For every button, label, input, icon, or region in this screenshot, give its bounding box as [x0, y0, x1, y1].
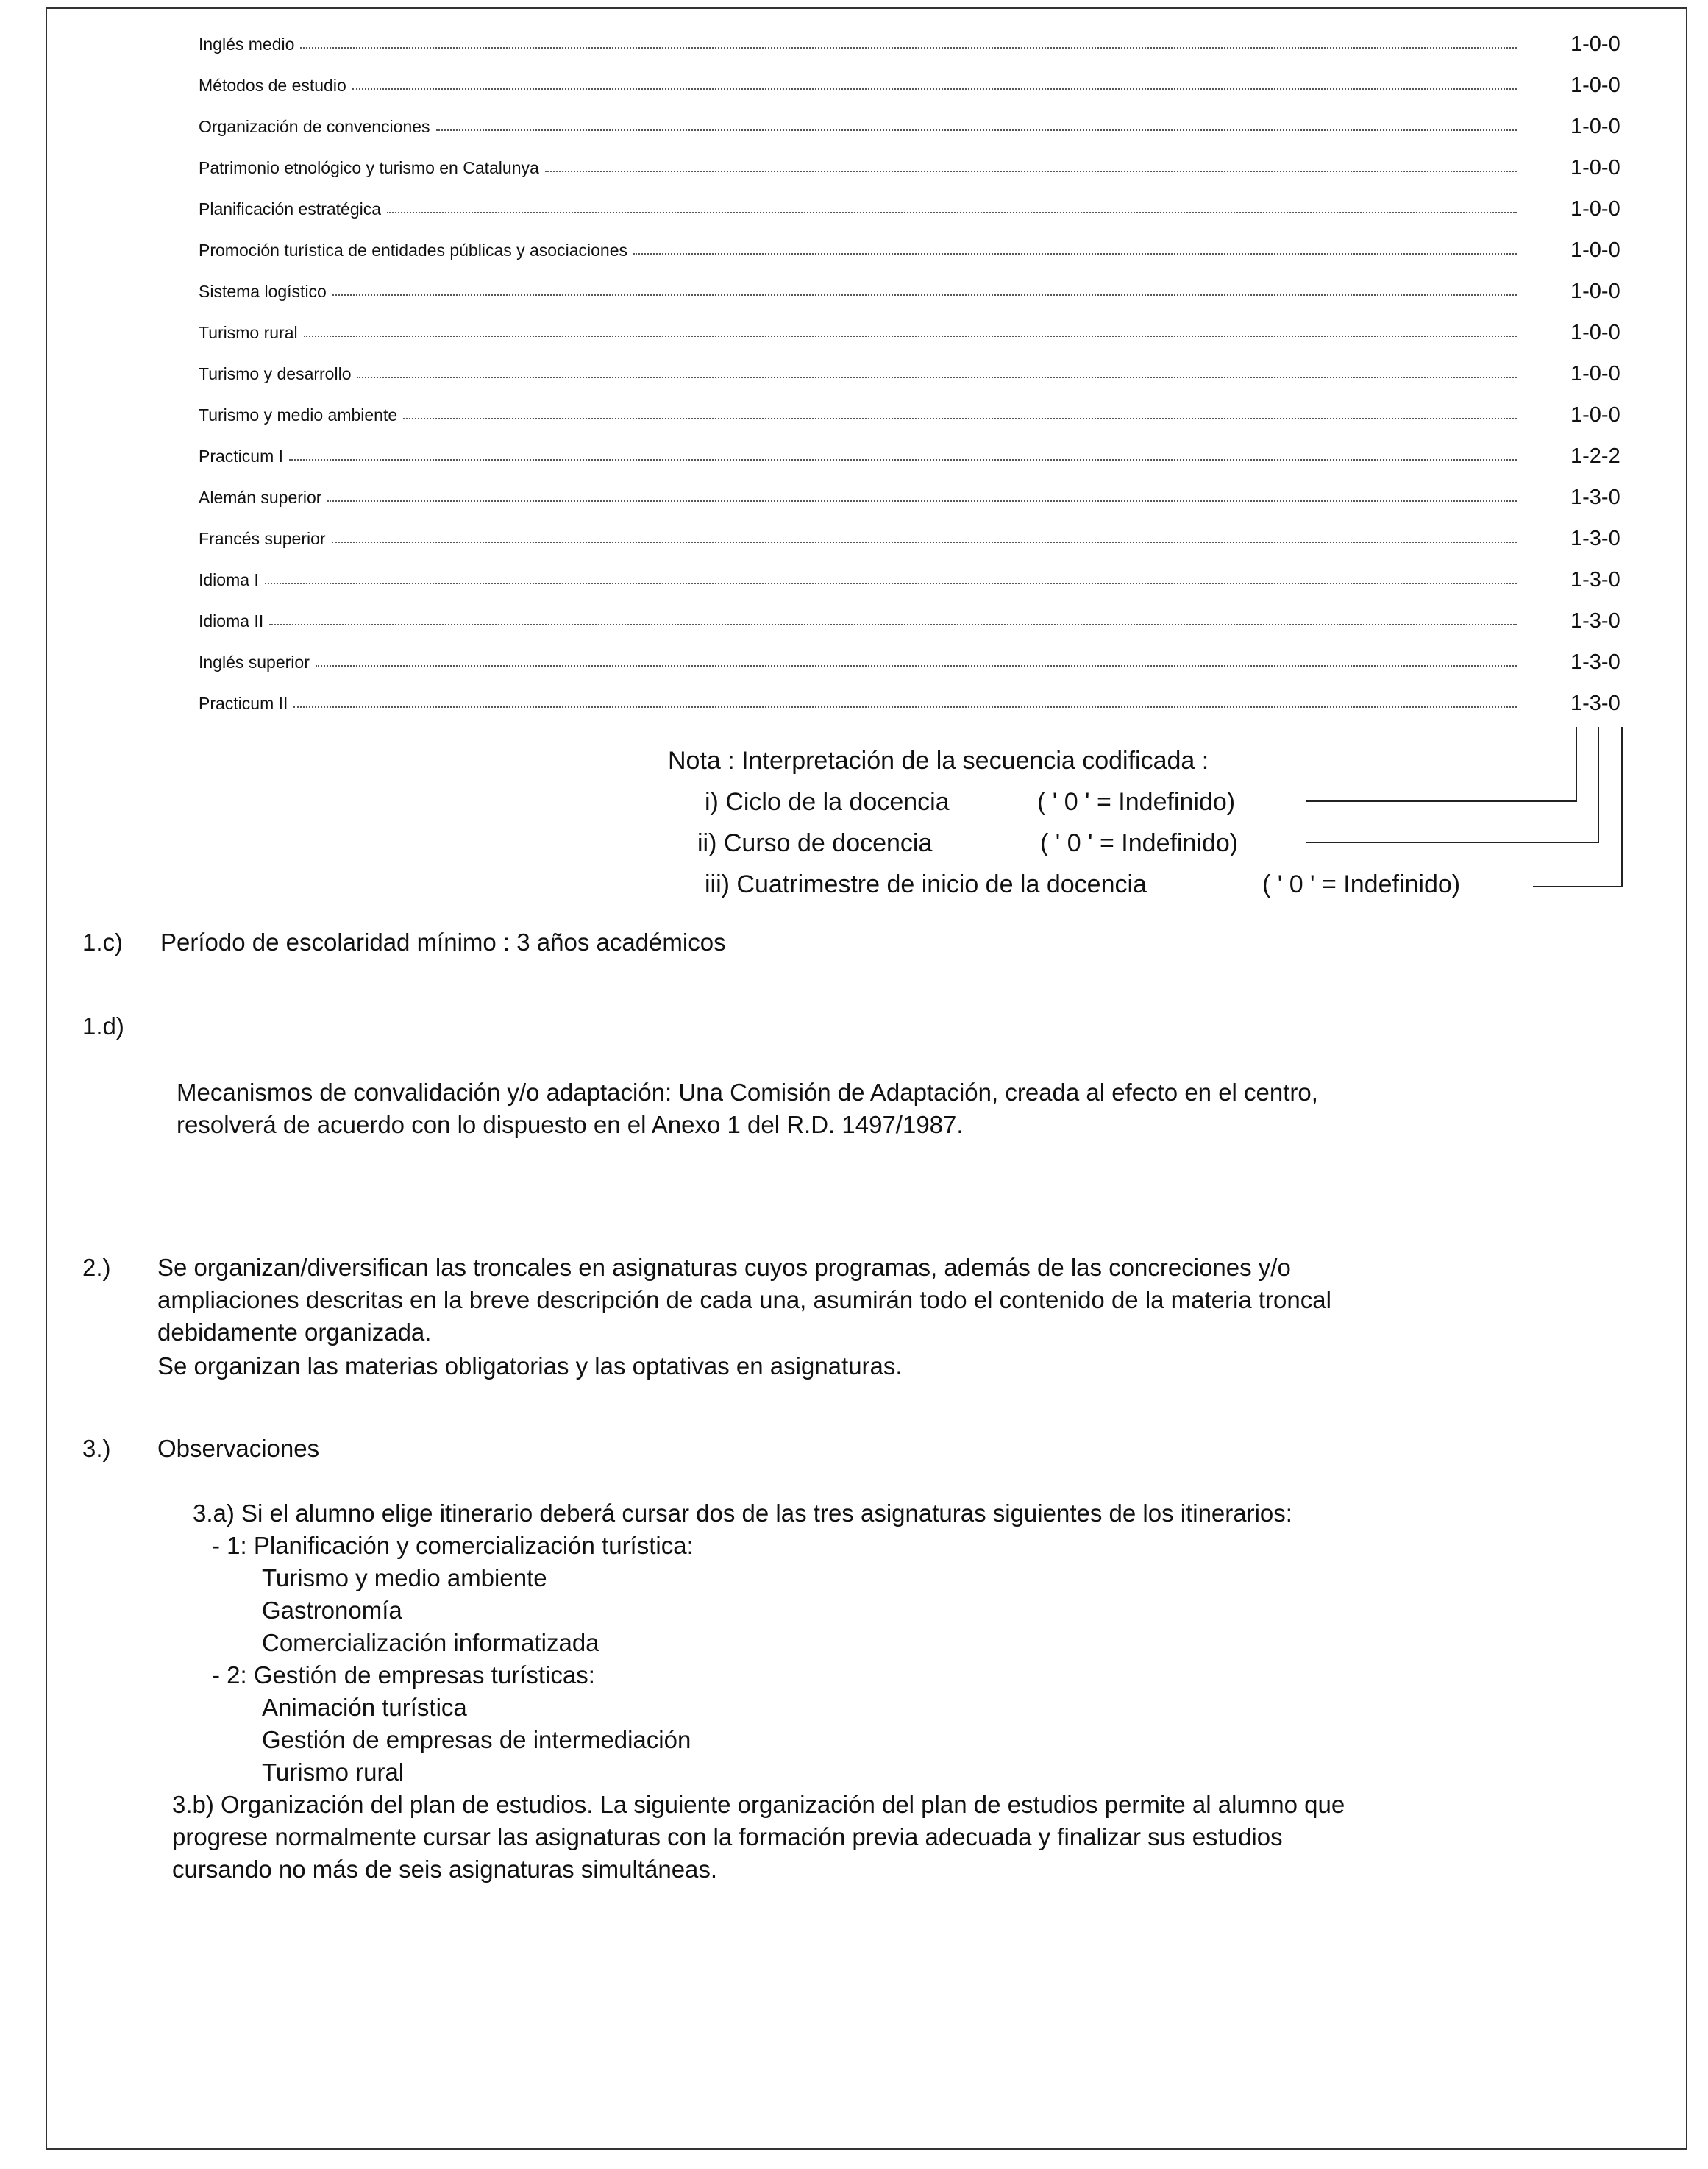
- subject-row: [199, 190, 1523, 219]
- section-1c-text: Período de escolaridad mínimo : 3 años académicos: [160, 929, 726, 956]
- section-2-line: Se organizan las materias obligatorias y las optativas en asignaturas.: [157, 1352, 903, 1380]
- subject-name: Practicum I: [199, 447, 284, 466]
- subject-code: 1-0-0: [1570, 115, 1620, 138]
- subject-row: [199, 561, 1523, 590]
- itinerary-1-item: Comercialización informatizada: [262, 1629, 599, 1656]
- subject-row: [199, 355, 1523, 384]
- nota-item-value: ( ' 0 ' = Indefinido): [1040, 829, 1239, 857]
- subject-row: [199, 107, 1523, 137]
- section-2-line: Se organizan/diversifican las troncales en asignaturas cuyos programas, además de las concreciones y/o: [157, 1254, 1291, 1281]
- subject-row: [199, 478, 1523, 508]
- subject-row: [199, 643, 1523, 672]
- subject-row: [199, 519, 1523, 549]
- section-1d-number: 1.d): [82, 1012, 124, 1040]
- itinerary-2-item: Animación turística: [262, 1694, 467, 1721]
- subject-code: 1-3-0: [1570, 650, 1620, 674]
- subject-code: 1-3-0: [1570, 568, 1620, 592]
- subject-code: 1-0-0: [1570, 238, 1620, 262]
- nota-item-label: iii) Cuatrimestre de inicio de la docencia: [705, 870, 1147, 898]
- nota-item-value: ( ' 0 ' = Indefinido): [1037, 788, 1236, 816]
- itinerary-1-heading: - 1: Planificación y comercialización turística:: [212, 1532, 694, 1559]
- subject-code: 1-0-0: [1570, 321, 1620, 344]
- itinerary-2-heading: - 2: Gestión de empresas turísticas:: [212, 1661, 595, 1689]
- subject-name: Francés superior: [199, 529, 326, 548]
- nota-title: Nota : Interpretación de la secuencia codificada :: [668, 747, 1209, 775]
- subject-code: 1-0-0: [1570, 156, 1620, 180]
- subject-code: 1-0-0: [1570, 32, 1620, 56]
- subject-name: Planificación estratégica: [199, 199, 382, 219]
- section-3a-intro: 3.a) Si el alumno elige itinerario deberá cursar dos de las tres asignaturas siguientes de los itinerarios:: [193, 1499, 1292, 1527]
- subject-name: Turismo y medio ambiente: [199, 405, 398, 425]
- subject-row: [199, 231, 1523, 260]
- section-2-line: debidamente organizada.: [157, 1318, 432, 1346]
- subject-code: 1-3-0: [1570, 692, 1620, 715]
- subject-row: [199, 149, 1523, 178]
- section-2-line: ampliaciones descritas en la breve descripción de cada una, asumirán todo el contenido de la materia troncal: [157, 1286, 1331, 1313]
- subject-code: 1-0-0: [1570, 280, 1620, 303]
- subject-name: Organización de convenciones: [199, 117, 430, 136]
- section-1d-line: Mecanismos de convalidación y/o adaptación: Una Comisión de Adaptación, creada al efecto en el centro,: [177, 1079, 1318, 1106]
- subject-row: [199, 684, 1523, 714]
- subject-name: Sistema logístico: [199, 282, 327, 301]
- subject-name: Idioma I: [199, 570, 259, 589]
- section-3b-line: 3.b) Organización del plan de estudios. La siguiente organización del plan de estudios permite al alumno que: [172, 1791, 1345, 1818]
- subject-name: Inglés medio: [199, 35, 295, 54]
- itinerary-1-item: Turismo y medio ambiente: [262, 1564, 547, 1591]
- subject-code: 1-0-0: [1570, 74, 1620, 97]
- section-1d-line: resolverá de acuerdo con lo dispuesto en el Anexo 1 del R.D. 1497/1987.: [177, 1111, 964, 1138]
- subject-name: Turismo rural: [199, 323, 298, 342]
- subject-row: [199, 396, 1523, 425]
- subject-row: [199, 25, 1523, 54]
- subject-row: [199, 66, 1523, 96]
- itinerary-1-item: Gastronomía: [262, 1597, 402, 1624]
- section-1c-number: 1.c): [82, 929, 124, 956]
- nota-item-label: ii) Curso de docencia: [697, 829, 933, 857]
- nota-item-value: ( ' 0 ' = Indefinido): [1262, 870, 1461, 898]
- itinerary-2-item: Gestión de empresas de intermediación: [262, 1726, 691, 1753]
- subject-row: [199, 602, 1523, 631]
- subject-code: 1-2-2: [1570, 444, 1620, 468]
- subject-code: 1-0-0: [1570, 362, 1620, 386]
- subject-code: 1-3-0: [1570, 486, 1620, 509]
- subject-name: Inglés superior: [199, 653, 310, 672]
- section-3b-line: progrese normalmente cursar las asignaturas con la formación previa adecuada y finalizar sus estudios: [172, 1823, 1283, 1850]
- section-3b-line: cursando no más de seis asignaturas simultáneas.: [172, 1856, 718, 1883]
- subject-code: 1-3-0: [1570, 527, 1620, 550]
- subject-row: [199, 313, 1523, 343]
- subject-name: Patrimonio etnológico y turismo en Catalunya: [199, 158, 539, 177]
- subject-name: Promoción turística de entidades públicas y asociaciones: [199, 241, 627, 260]
- section-3-title: Observaciones: [157, 1435, 320, 1462]
- subject-row: [199, 272, 1523, 302]
- section-2-number: 2.): [82, 1254, 111, 1281]
- subject-name: Alemán superior: [199, 488, 322, 507]
- nota-item-label: i) Ciclo de la docencia: [705, 788, 950, 816]
- subject-code: 1-3-0: [1570, 609, 1620, 633]
- subject-code: 1-0-0: [1570, 403, 1620, 427]
- subject-name: Métodos de estudio: [199, 76, 346, 95]
- subject-row: [199, 437, 1523, 466]
- subject-code: 1-0-0: [1570, 197, 1620, 221]
- section-3-number: 3.): [82, 1435, 111, 1462]
- subject-name: Practicum II: [199, 694, 288, 713]
- subject-name: Turismo y desarrollo: [199, 364, 352, 383]
- subject-name: Idioma II: [199, 611, 264, 631]
- itinerary-2-item: Turismo rural: [262, 1758, 405, 1786]
